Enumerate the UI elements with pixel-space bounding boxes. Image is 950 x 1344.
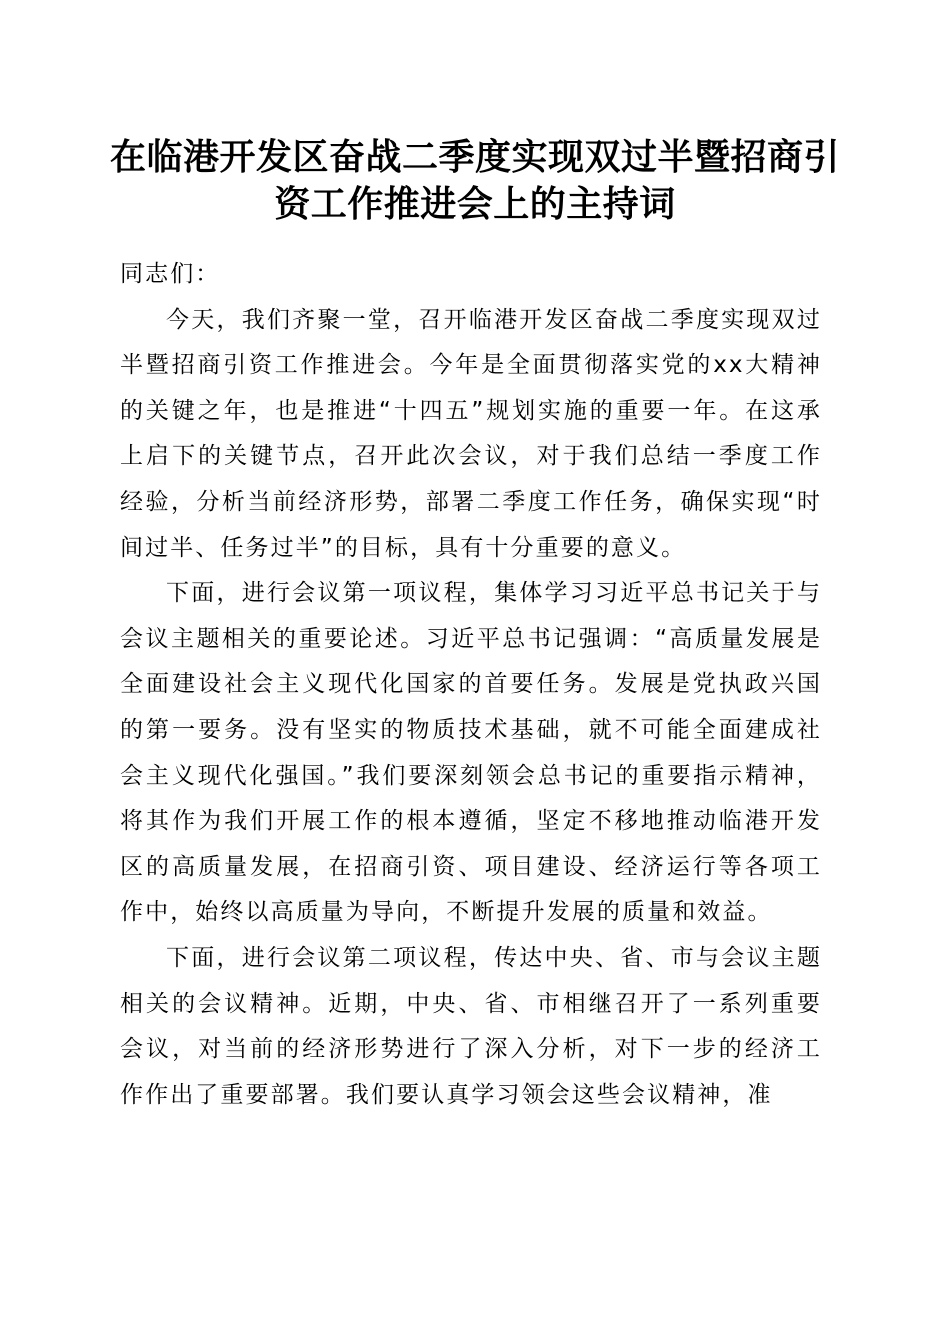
document-title [110, 134, 840, 228]
paragraph-agenda-one: 下面，进行会议第一项议程，集体学习习近平总书记关于与会议主题相关的重要论述。习近平总书记强调：“高质量发展是全面建设社会主义现代化国家的首要任务。发展是党执政兴国的第一要务。没有坚实的物质技术基础，就不可能全面建成社会主义现代化强国。”我们要深刻领会总书记的重要指示精神，将其作为我们开展工作的根本遵循，坚定不移地推动临港开发区的高质量发展，在招商引资、项目建设、经济运行等各项工作中，始终以高质量为导向，不断提升发展的质量和效益。 [120, 580, 822, 926]
paragraph-agenda-two: 下面，进行会议第二项议程，传达中央、省、市与会议主题相关的会议精神。近期，中央、省、市相继召开了一系列重要会议，对当前的经济形势进行了深入分析，对下一步的经济工作作出了重要部署。我们要认真学习领会这些会议精神，准 [120, 944, 822, 1108]
title-line-1: 在临港开发区奋战二季度实现双过半暨招商引 [110, 136, 841, 178]
paragraph-opening: 今天，我们齐聚一堂，召开临港开发区奋战二季度实现双过半暨招商引资工作推进会。今年是全面贯彻落实党的xx大精神的关键之年，也是推进“十四五”规划实施的重要一年。在这承上启下的关键节点，召开此次会议，对于我们总结一季度工作经验，分析当前经济形势，部署二季度工作任务，确保实现“时间过半、任务过半”的目标，具有十分重要的意义。 [120, 306, 822, 561]
document-body [120, 252, 822, 1118]
title-line-2: 资工作推进会上的主持词 [274, 183, 676, 225]
salutation: 同志们： [120, 261, 221, 287]
